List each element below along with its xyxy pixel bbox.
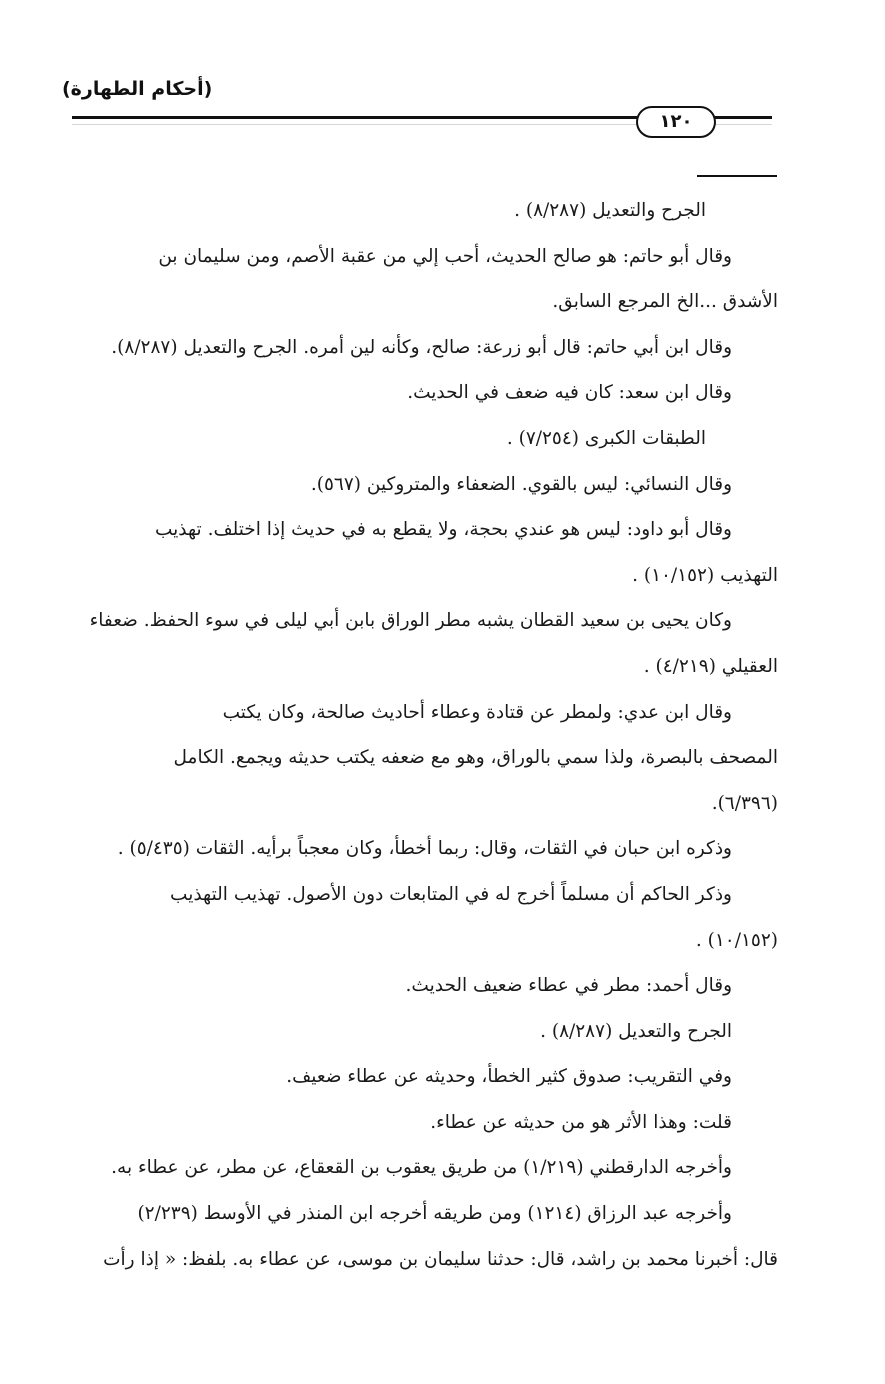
text-line: وكان يحيى بن سعيد القطان يشبه مطر الوراق بابن أبي ليلى في سوء الحفظ. ضعفاء	[89, 610, 732, 632]
text-line: وقال أبو داود: ليس هو عندي بحجة، ولا يقطع به في حديث إذا اختلف. تهذيب	[154, 519, 732, 541]
text-line: الجرح والتعديل (٨/٢٨٧) .	[540, 1020, 732, 1042]
footnote-separator	[697, 175, 777, 177]
text-line: وقال أبو حاتم: هو صالح الحديث، أحب إلي من عقبة الأصم، ومن سليمان بن	[158, 245, 732, 267]
text-line: وقال ابن سعد: كان فيه ضعف في الحديث.	[407, 382, 732, 404]
text-line: وقال النسائي: ليس بالقوي. الضعفاء والمتروكين (٥٦٧).	[310, 473, 732, 495]
book-title: (أحكام الطهارة)	[62, 78, 213, 100]
text-line: وقال أحمد: مطر في عطاء ضعيف الحديث.	[405, 975, 732, 997]
text-line: قلت: وهذا الأثر هو من حديثه عن عطاء.	[430, 1111, 732, 1133]
text-line: العقيلي (٤/٢١٩) .	[643, 655, 778, 677]
text-line: قال: أخبرنا محمد بن راشد، قال: حدثنا سليمان بن موسى، عن عطاء به. بلفظ: « إذا رأت	[103, 1248, 778, 1270]
text-line: وفي التقريب: صدوق كثير الخطأ، وحديثه عن عطاء ضعيف.	[286, 1066, 732, 1088]
text-line: وذكر الحاكم أن مسلماً أخرج له في المتابعات دون الأصول. تهذيب التهذيب	[170, 883, 732, 905]
text-line: وقال ابن أبي حاتم: قال أبو زرعة: صالح، وكأنه لين أمره. الجرح والتعديل (٨/٢٨٧).	[111, 336, 732, 358]
footnote-body	[68, 188, 778, 1282]
text-line: وأخرجه الدارقطني (١/٢١٩) من طريق يعقوب بن القعقاع، عن مطر، عن عطاء به.	[111, 1157, 732, 1179]
page-number: ١٢٠	[636, 106, 716, 138]
text-line: (٦/٣٩٦).	[711, 792, 778, 814]
text-line: المصحف بالبصرة، ولذا سمي بالوراق، وهو مع ضعفه يكتب حديثه ويجمع. الكامل	[173, 747, 778, 769]
text-line: وذكره ابن حبان في الثقات، وقال: ربما أخطأ، وكان معجباً برأيه. الثقات (٥/٤٣٥) .	[117, 838, 732, 860]
text-line: التهذيب (١٠/١٥٢) .	[632, 564, 778, 586]
text-line: (١٠/١٥٢) .	[695, 929, 778, 951]
text-line: وقال ابن عدي: ولمطر عن قتادة وعطاء أحاديث صالحة، وكان يكتب	[222, 701, 732, 723]
text-line: وأخرجه عبد الرزاق (١٢١٤) ومن طريقه أخرجه ابن المنذر في الأوسط (٢/٢٣٩)	[137, 1203, 732, 1225]
text-line: الجرح والتعديل (٨/٢٨٧) .	[514, 200, 706, 221]
text-line: الأشدق ...الخ المرجع السابق.	[552, 291, 778, 313]
text-line: الطبقات الكبرى (٧/٢٥٤) .	[506, 427, 706, 449]
